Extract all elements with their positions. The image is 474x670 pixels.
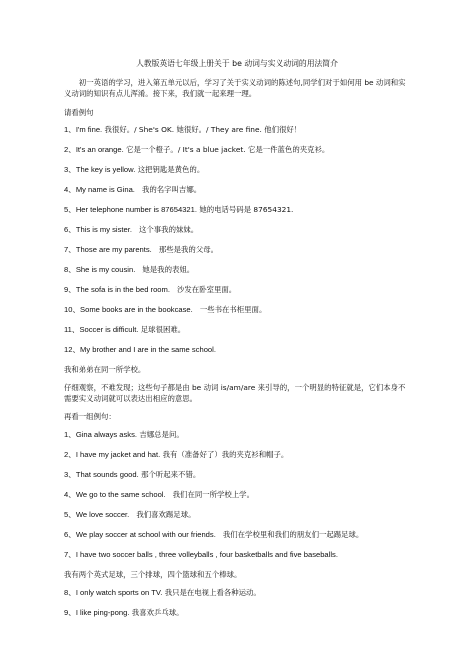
section2-heading: 再看一组例句： — [64, 412, 116, 421]
example-item — [64, 344, 410, 355]
example-item — [64, 264, 410, 275]
example-chinese: 吉娜总是问。 — [139, 430, 184, 439]
example-chinese: 我很好。/ She's OK. 她很好。/ They are fine. 他们很好！ — [104, 125, 302, 134]
example12-translation: 我和弟弟在同一所学校。 — [64, 365, 146, 374]
section1-heading: 请看例句 — [64, 108, 94, 117]
example-item — [64, 529, 410, 540]
example-chinese: 足球很困难。 — [140, 325, 186, 334]
example-chinese: 那些是我的父母。 — [158, 245, 218, 254]
example-chinese: 她的电话号码是 87654321. — [199, 205, 294, 214]
example-english: 3、That sounds good. — [64, 470, 139, 479]
example-chinese: 沙发在卧室里面。 — [177, 285, 237, 294]
example-english: 2、It's an orange. — [64, 145, 124, 154]
example-english: 1、I'm fine. — [64, 125, 103, 134]
example-item — [64, 164, 410, 175]
example-item — [64, 184, 410, 195]
example-chinese: 这把钥匙是黄色的。 — [137, 165, 205, 174]
example-item — [64, 489, 410, 500]
example-english: 7、I have two soccer balls , three volleyballs , four basketballs and five baseballs. — [64, 550, 338, 559]
example-item — [64, 469, 410, 480]
example-item — [64, 224, 410, 235]
example-chinese: 我只是在电视上看各种运动。 — [164, 588, 261, 597]
example-chinese: 我喜欢乒乓球。 — [131, 608, 184, 617]
example-english: 4、We go to the same school. — [64, 490, 166, 499]
example-english: 5、Her telephone number is 87654321. — [64, 205, 197, 214]
example-english: 9、The sofa is in the bed room. — [64, 285, 170, 294]
example-chinese: 我有（准备好了）我的夹克衫和帽子。 — [162, 450, 289, 459]
example-item — [64, 324, 410, 335]
example-english: 8、She is my cousin. — [64, 265, 136, 274]
example-chinese: 我们在学校里和我们的朋友们一起踢足球。 — [222, 530, 364, 539]
example-item — [64, 449, 410, 460]
example7-translation: 我有两个英式足球，三个排球，四个篮球和五个棒球。 — [64, 570, 242, 579]
example-english: 1、Gina always asks. — [64, 430, 138, 439]
example-list-3 — [64, 587, 410, 618]
example-english: 10、Some books are in the bookcase. — [64, 305, 193, 314]
example-item — [64, 284, 410, 295]
document-title: 人教版英语七年级上册关于 be 动词与实义动词的用法简介 — [136, 59, 338, 68]
example-english: 8、I only watch sports on TV. — [64, 588, 163, 597]
intro-paragraph: 初一英语的学习，进入第五单元以后，学习了关于实义动词的陈述句,同学们对于如何用 be 动词和实义动词的知识有点儿浑淆。接下来，我们就一起来理一理。 — [64, 78, 406, 98]
example-english: 12、My brother and I are in the same school. — [64, 345, 216, 354]
example-list-1 — [64, 124, 410, 355]
example-item — [64, 144, 410, 155]
example-chinese: 我们在同一所学校上学。 — [172, 490, 254, 499]
example-chinese: 它是一个橙子。/ It's a blue jacket. 它是一件蓝色的夹克衫。 — [126, 145, 330, 154]
example-item — [64, 124, 410, 135]
example-english: 4、My name is Gina. — [64, 185, 135, 194]
example-english: 11、Soccer is difficult. — [64, 325, 139, 334]
analysis-paragraph: 仔细观察，不难发现；这些句子都是由 be 动词 is/am/are 来引导的，一个明显的特征就是，它们本身不需要实义动词就可以表达出相应的意思。 — [64, 383, 406, 403]
example-item — [64, 587, 410, 598]
example-english: 3、The key is yellow. — [64, 165, 136, 174]
example-item — [64, 244, 410, 255]
example-list-2 — [64, 429, 410, 560]
example-english: 6、This is my sister. — [64, 225, 132, 234]
example-item — [64, 607, 410, 618]
example-chinese: 这个事我的妹妹。 — [139, 225, 199, 234]
example-english: 7、Those are my parents. — [64, 245, 152, 254]
example-chinese: 我们喜欢踢足球。 — [136, 510, 196, 519]
example-english: 6、We play soccer at school with our friends. — [64, 530, 216, 539]
example-english: 9、I like ping-pong. — [64, 608, 130, 617]
example-item — [64, 509, 410, 520]
example-chinese: 一些书在书柜里面。 — [199, 305, 267, 314]
example-item — [64, 304, 410, 315]
example-item — [64, 429, 410, 440]
example-chinese: 她是我的表姐。 — [142, 265, 195, 274]
example-chinese: 那个听起来不错。 — [141, 470, 201, 479]
example-chinese: 我的名字叫吉娜。 — [141, 185, 202, 194]
example-item — [64, 549, 410, 560]
example-item — [64, 204, 410, 215]
example-english: 2、I have my jacket and hat. — [64, 450, 161, 459]
example-english: 5、We love soccer. — [64, 510, 130, 519]
